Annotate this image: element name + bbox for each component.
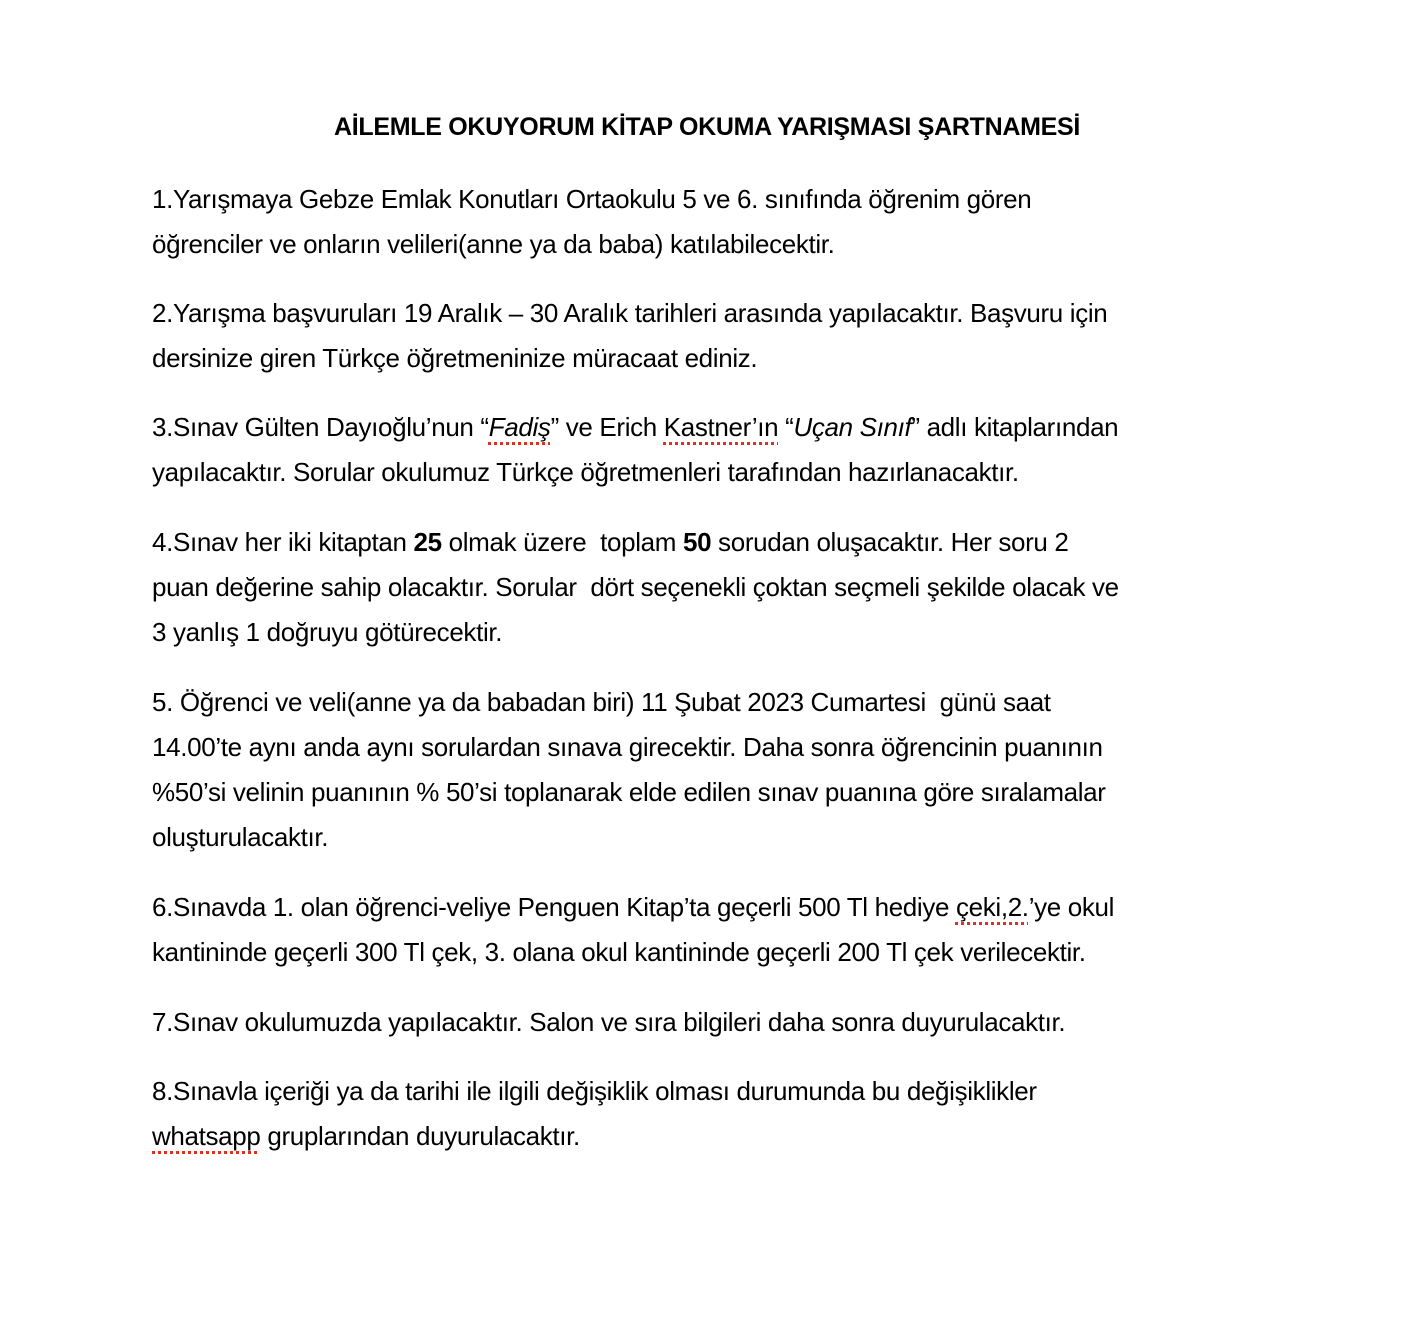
clause-1 bbox=[152, 177, 1312, 267]
text-segment: 3.Sınav Gülten Dayıoğlu’nun “ bbox=[152, 412, 489, 442]
text-segment: oluşturulacaktır. bbox=[152, 822, 329, 852]
text-segment: 7.Sınav okulumuzda yapılacaktır. Salon ve sıra bilgileri daha sonra duyurulacaktır. bbox=[152, 1007, 1066, 1037]
text-segment: 14.00’te aynı anda aynı sorulardan sınava girecektir. Daha sonra öğrencinin puanının bbox=[152, 732, 1103, 762]
text-segment: 8.Sınavla içeriği ya da tarihi ile ilgili değişiklik olması durumunda bu değişiklikler bbox=[152, 1076, 1037, 1106]
text-segment: 4.Sınav her iki kitaptan bbox=[152, 527, 414, 557]
text-line bbox=[152, 336, 1312, 381]
text-line bbox=[152, 177, 1312, 222]
text-line bbox=[152, 291, 1312, 336]
text-line bbox=[152, 885, 1312, 930]
text-segment: olmak üzere toplam bbox=[441, 527, 683, 557]
bold-text: 50 bbox=[682, 527, 712, 557]
clause-3 bbox=[152, 405, 1312, 495]
text-segment: dersinize giren Türkçe öğretmeninize müracaat ediniz. bbox=[152, 343, 758, 373]
text-segment: ” adlı kitaplarından bbox=[911, 412, 1119, 442]
misspelled-word: whatsapp bbox=[152, 1121, 261, 1151]
clause-5 bbox=[152, 680, 1312, 860]
text-segment: 5. Öğrenci ve veli(anne ya da babadan biri) 11 Şubat 2023 Cumartesi günü saat bbox=[152, 687, 1051, 717]
text-line bbox=[152, 1000, 1312, 1045]
text-line bbox=[152, 815, 1312, 860]
text-line bbox=[152, 565, 1312, 610]
text-segment: 2.Yarışma başvuruları 19 Aralık – 30 Aralık tarihleri arasında yapılacaktır. Başvuru için bbox=[152, 298, 1108, 328]
text-segment: ’ye okul bbox=[1028, 892, 1115, 922]
text-segment: öğrenciler ve onların velileri(anne ya da baba) katılabilecektir. bbox=[152, 229, 835, 259]
bold-text: 25 bbox=[413, 527, 442, 557]
text-line bbox=[152, 1069, 1312, 1114]
text-line bbox=[152, 520, 1312, 565]
text-line bbox=[152, 1114, 1312, 1159]
text-line bbox=[152, 725, 1312, 770]
text-line bbox=[152, 222, 1312, 267]
text-line bbox=[152, 930, 1312, 975]
document-title: AİLEMLE OKUYORUM KİTAP OKUMA YARIŞMASI ŞARTNAMESİ bbox=[334, 113, 1080, 141]
text-segment: “ bbox=[778, 412, 794, 442]
text-segment: gruplarından duyurulacaktır. bbox=[260, 1121, 580, 1151]
text-segment: %50’si velinin puanının % 50’si toplanarak elde edilen sınav puanına göre sıralamalar bbox=[152, 777, 1106, 807]
misspelled-word: Kastner’ın bbox=[663, 412, 779, 442]
text-segment: yapılacaktır. Sorular okulumuz Türkçe öğretmenleri tarafından hazırlanacaktır. bbox=[152, 457, 1019, 487]
text-line bbox=[152, 450, 1312, 495]
text-line bbox=[152, 610, 1312, 655]
clause-6 bbox=[152, 885, 1312, 975]
text-segment: puan değerine sahip olacaktır. Sorular dört seçenekli çoktan seçmeli şekilde olacak ve bbox=[152, 572, 1119, 602]
text-segment: kantininde geçerli 300 Tl çek, 3. olana okul kantininde geçerli 200 Tl çek verilecektir. bbox=[152, 937, 1086, 967]
text-segment: 3 yanlış 1 doğruyu götürecektir. bbox=[152, 617, 503, 647]
clause-7 bbox=[152, 1000, 1312, 1045]
misspelled-word: çeki,2. bbox=[955, 892, 1029, 922]
text-line bbox=[152, 770, 1312, 815]
text-line bbox=[152, 680, 1312, 725]
italic-text: Uçan Sınıf bbox=[793, 412, 912, 442]
clause-4 bbox=[152, 520, 1312, 655]
clause-2 bbox=[152, 291, 1312, 381]
text-line bbox=[152, 405, 1312, 450]
misspelled-word: Fadiş bbox=[488, 412, 551, 442]
text-segment: ” ve Erich bbox=[550, 412, 664, 442]
text-segment: sorudan oluşacaktır. Her soru 2 bbox=[711, 527, 1069, 557]
text-segment: 6.Sınavda 1. olan öğrenci-veliye Penguen Kitap’ta geçerli 500 Tl hediye bbox=[152, 892, 956, 922]
text-segment: 1.Yarışmaya Gebze Emlak Konutları Ortaokulu 5 ve 6. sınıfında öğrenim gören bbox=[152, 184, 1032, 214]
clause-8 bbox=[152, 1069, 1312, 1159]
